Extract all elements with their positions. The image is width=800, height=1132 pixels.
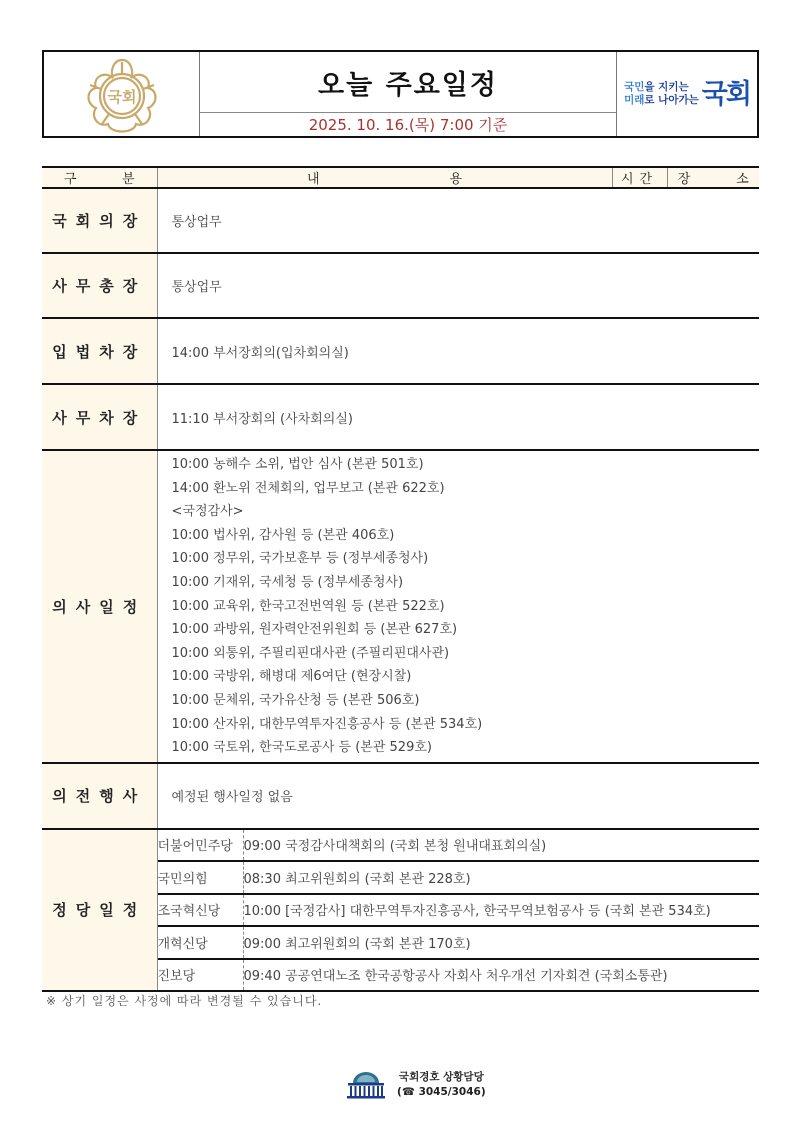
date-basis: 2025. 10. 16.(목) 7:00 기준 (308, 116, 508, 134)
row-label: 정당일정 (42, 829, 157, 992)
header-center (200, 52, 616, 136)
agenda-item: 10:00 국방위, 해병대 제6여단 (현장시찰) (171, 669, 412, 685)
col-header-category (42, 167, 157, 188)
schedule-table (42, 166, 759, 992)
document-header (42, 50, 759, 138)
table-row-ceremony (42, 763, 759, 829)
row-content: 통상업무 (157, 253, 759, 318)
table-row-party-schedule (42, 829, 759, 992)
slogan-rest-2: 로 나아가는 (644, 94, 699, 106)
slogan-accent-1: 국민 (624, 81, 645, 93)
agenda-item: 10:00 산자위, 대한무역투자진흥공사 등 (본관 534호) (171, 716, 483, 732)
party-name: 진보당 (158, 959, 244, 991)
table-row-agenda (42, 450, 759, 763)
party-name: 더불어민주당 (158, 830, 244, 862)
party-name: 조국혁신당 (158, 894, 244, 927)
col-header-place (667, 167, 759, 188)
footer-department: 국회경호 상황담당 (398, 1071, 484, 1083)
party-name: 개혁신당 (158, 926, 244, 959)
party-event: 09:00 국정감사대책회의 (국회 본청 원내대표회의실) (243, 830, 759, 862)
party-row (158, 830, 760, 862)
table-header-row (42, 167, 759, 188)
agenda-item: 10:00 법사위, 감사원 등 (본관 406호) (171, 527, 395, 543)
col-header-text: 구 (64, 172, 77, 187)
table-row-legislative-deputy (42, 318, 759, 384)
party-row (158, 861, 760, 894)
agenda-item: 10:00 문체위, 국가유산청 등 (본관 506호) (171, 692, 420, 708)
row-label: 입법차장 (42, 318, 157, 384)
left-logo-cell (44, 52, 200, 136)
row-content (157, 450, 759, 763)
row-content: 통상업무 (157, 188, 759, 253)
svg-text:국회: 국회 (107, 88, 136, 106)
col-header-text: 용 (449, 172, 463, 187)
agenda-item: 10:00 과방위, 원자력안전위원회 등 (본관 627호) (171, 622, 458, 638)
agenda-item: 14:00 환노위 전체회의, 업무보고 (본관 622호) (171, 480, 445, 496)
footer-phone-line: (☎ 3045/3046) (397, 1086, 486, 1098)
party-row (158, 959, 760, 991)
row-content: 예정된 행사일정 없음 (157, 763, 759, 829)
national-assembly-emblem-icon (82, 54, 162, 134)
row-label: 의전행사 (42, 763, 157, 829)
col-header-text: 장 (677, 172, 691, 187)
footer-phone: 3045/3046 (418, 1086, 481, 1098)
table-row-secretary-general (42, 253, 759, 318)
table-row-speaker (42, 188, 759, 253)
party-schedule-table (158, 830, 760, 991)
col-header-content (157, 167, 612, 188)
party-event: 08:30 최고위원회의 (국회 본관 228호) (243, 861, 759, 894)
slogan-rest-1: 을 지키는 (644, 81, 689, 93)
brand-logo-text: 국회 (701, 78, 750, 110)
page-title: 오늘 주요일정 (200, 52, 616, 113)
agenda-item: 10:00 외통위, 주필리핀대사관 (주필리핀대사관) (171, 645, 450, 661)
party-schedule-cell (157, 829, 759, 992)
slogan-accent-2: 미래 (624, 94, 645, 106)
row-label: 의사일정 (42, 450, 157, 763)
agenda-section-heading: <국정감사> (171, 504, 244, 520)
party-row (158, 894, 760, 927)
table-row-administrative-deputy (42, 384, 759, 450)
party-name: 국민의힘 (158, 861, 244, 894)
party-row (158, 926, 760, 959)
col-header-time: 시간 (612, 167, 667, 188)
footer (345, 1070, 486, 1100)
party-event: 09:40 공공연대노조 한국공항공사 자회사 처우개선 기자회견 (국회소통관) (243, 969, 668, 985)
party-event: 10:00 [국정감사] 대한무역투자진흥공사, 한국무역보험공사 등 (국회 본관 534호) (243, 894, 759, 927)
slogan (624, 81, 699, 107)
row-label: 사무총장 (42, 253, 157, 318)
agenda-item: 10:00 교육위, 한국고전번역원 등 (본관 522호) (171, 598, 445, 614)
row-label: 국회의장 (42, 188, 157, 253)
party-event: 09:00 최고위원회의 (국회 본관 170호) (243, 926, 759, 959)
row-content: 14:00 부서장회의(입차회의실) (157, 318, 759, 384)
agenda-item: 10:00 기재위, 국세청 등 (정부세종청사) (171, 574, 404, 590)
agenda-item: 10:00 농해수 소위, 법안 심사 (본관 501호) (171, 457, 424, 472)
phone-icon: ☎ (401, 1086, 415, 1098)
agenda-item: 10:00 정무위, 국가보훈부 등 (정부세종청사) (171, 551, 429, 567)
footer-contact (397, 1070, 486, 1100)
col-header-text: 소 (736, 172, 749, 187)
agenda-item: 10:00 국토위, 한국도로공사 등 (본관 529호) (171, 740, 432, 756)
national-assembly-building-icon (345, 1070, 387, 1100)
col-header-text: 분 (121, 172, 135, 187)
row-content: 11:10 부서장회의 (사차회의실) (157, 384, 759, 450)
schedule-change-note: ※ 상기 일정은 사정에 따라 변경될 수 있습니다. (46, 994, 323, 1008)
col-header-text: 내 (306, 172, 320, 187)
right-logo-cell (616, 52, 757, 136)
row-label: 사무차장 (42, 384, 157, 450)
